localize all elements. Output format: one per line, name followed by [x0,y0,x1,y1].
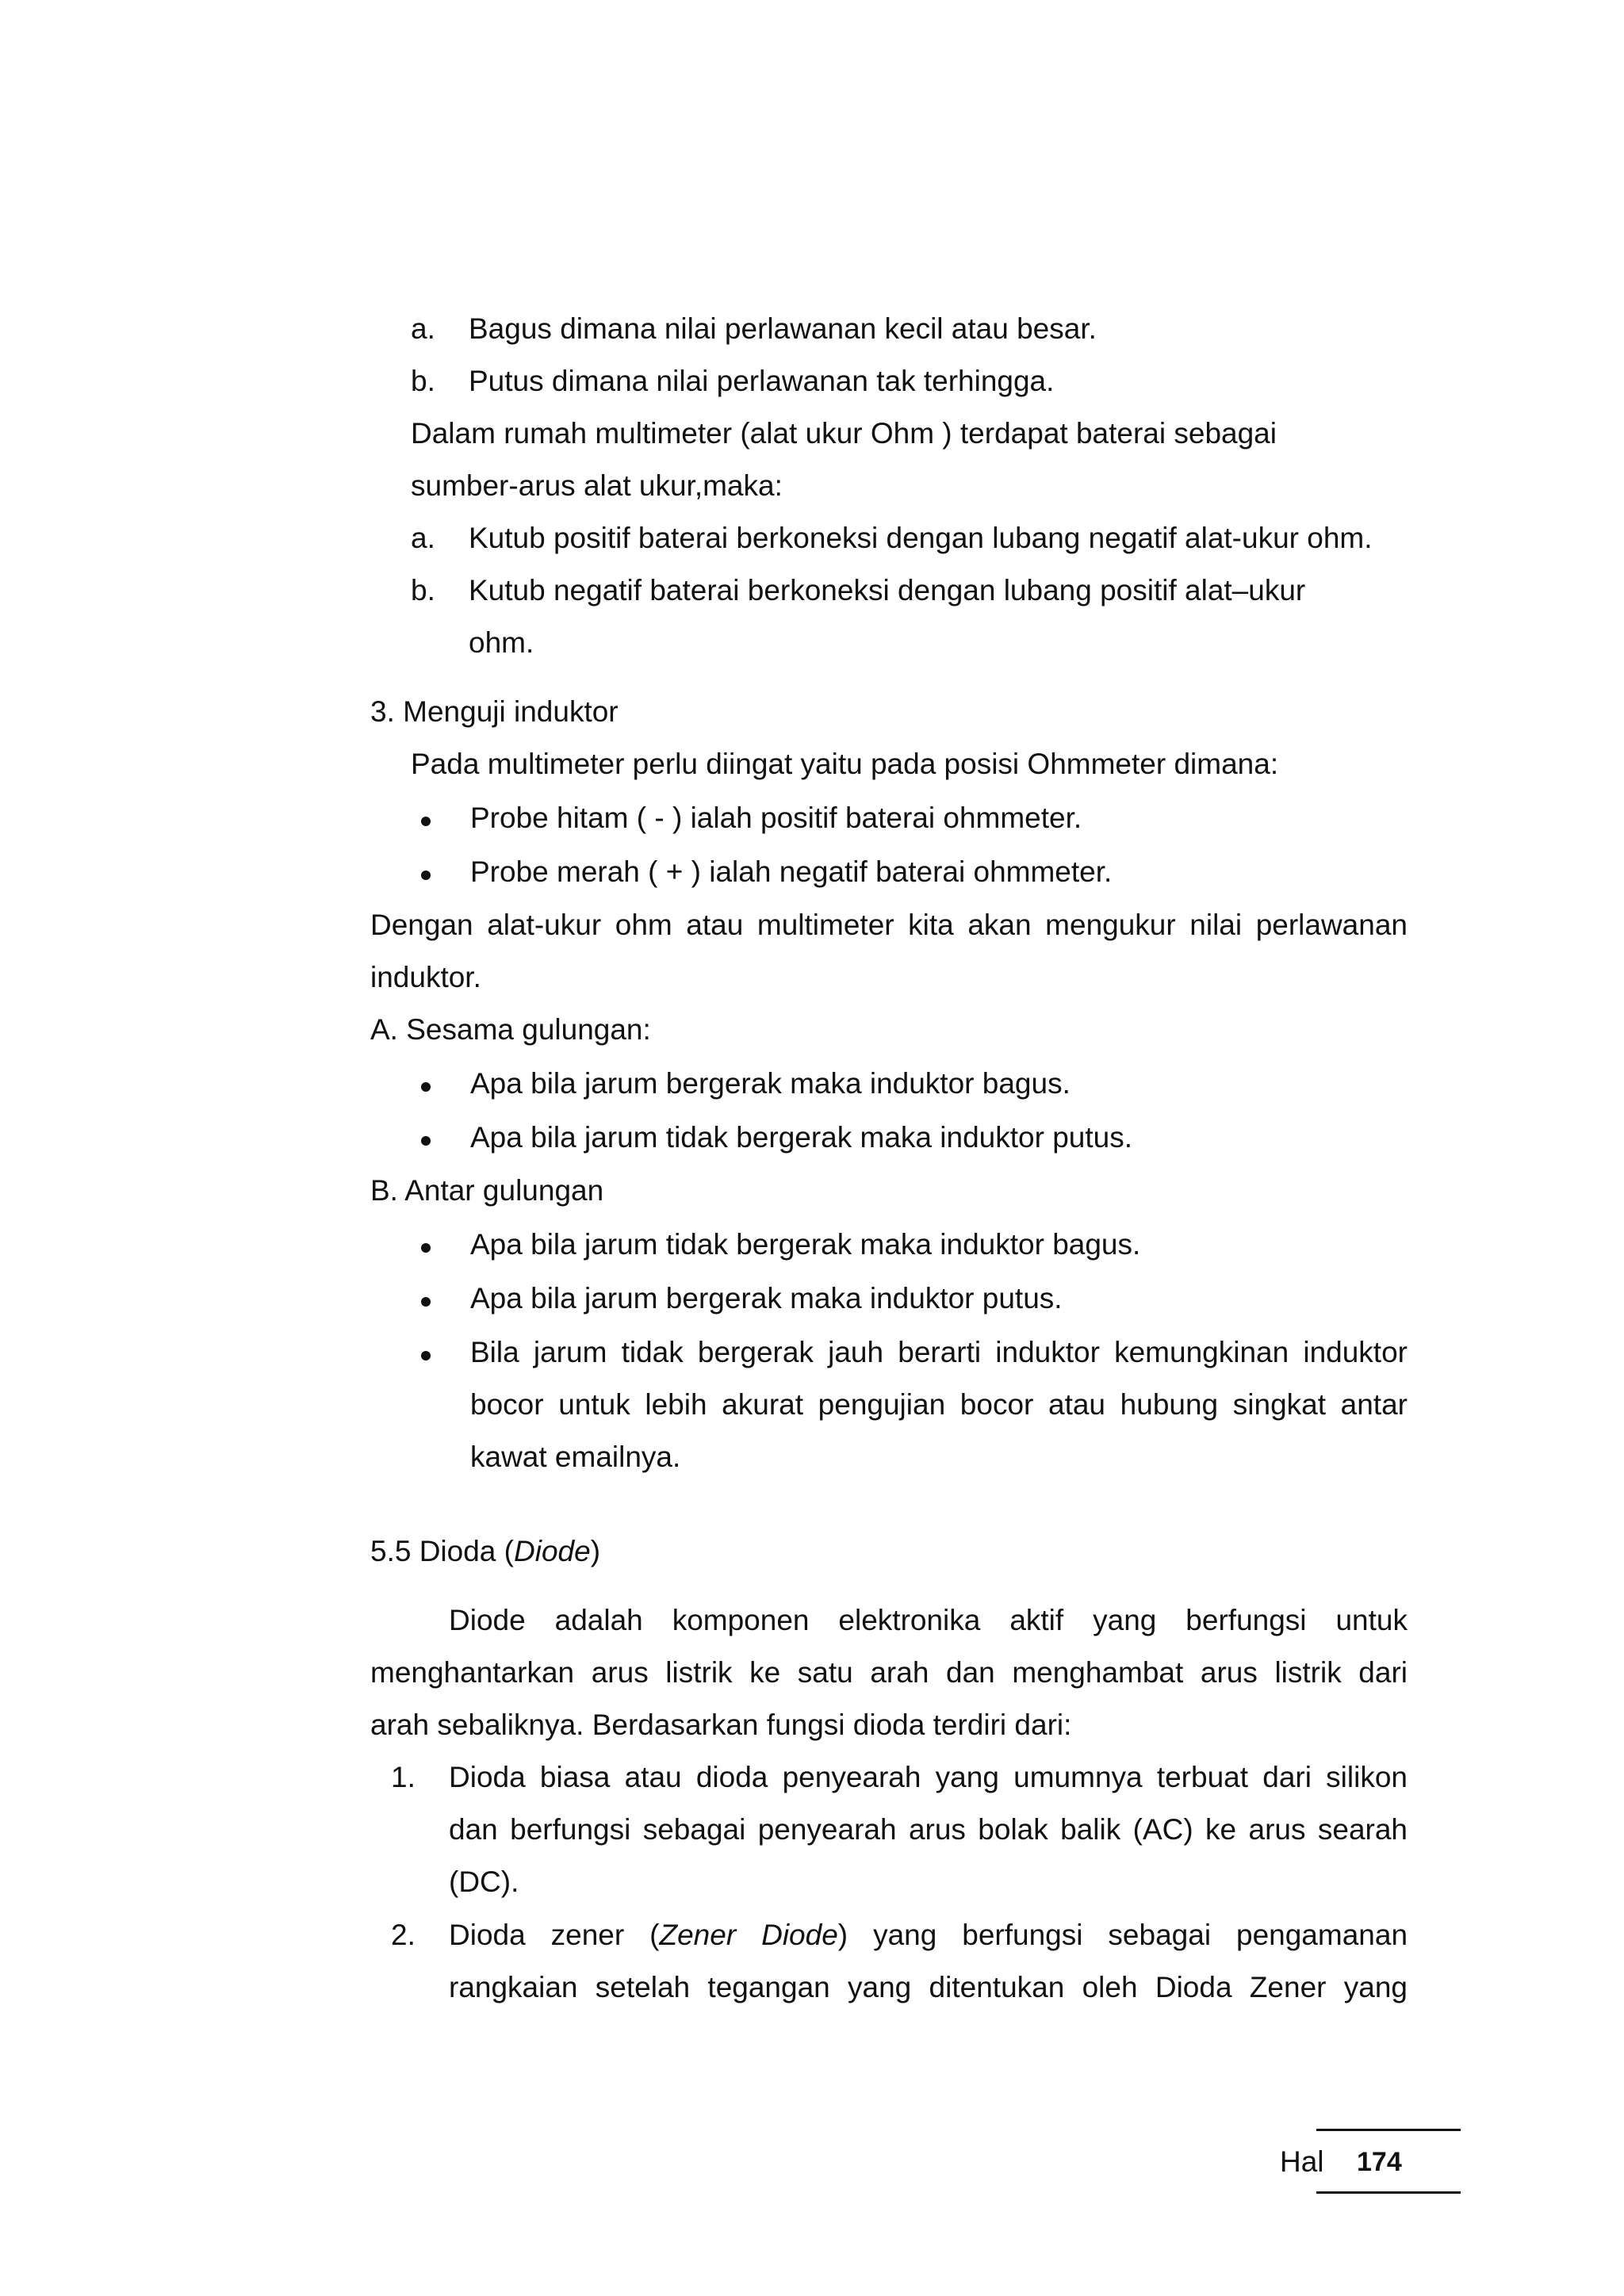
bullet-item: Apa bila jarum tidak bergerak maka induktor bagus. [470,1228,1141,1261]
list-item-text: Kutub negatif baterai berkoneksi dengan lubang positif alat–ukur [469,574,1306,607]
paragraph-line: Dalam rumah multimeter (alat ukur Ohm ) terdapat baterai sebagai [411,417,1277,450]
section-heading: 5.5 Dioda (Diode) [370,1535,601,1567]
list-item-text: rangkaian setelah tegangan yang ditentukan oleh Dioda Zener yang [449,1971,1408,2003]
list-item-text: (DC). [449,1866,519,1898]
bullet-item: kawat emailnya. [470,1441,681,1473]
paragraph-line: arah sebaliknya. Berdasarkan fungsi dioda terdiri dari: [370,1709,1072,1741]
section-heading: 3. Menguji induktor [370,695,619,728]
bullet-icon [421,1297,431,1307]
list-item-text: Bagus dimana nilai perlawanan kecil atau besar. [469,312,1097,345]
bullet-item: Probe hitam ( - ) ialah positif baterai ohmmeter. [470,802,1082,834]
list-item-text: ohm. [469,626,534,659]
paragraph-line: menghantarkan arus listrik ke satu arah dan menghambat arus listrik dari [370,1656,1408,1689]
paragraph-line: Pada multimeter perlu diingat yaitu pada posisi Ohmmeter dimana: [411,748,1279,780]
paragraph-line: induktor. [370,961,481,993]
list-item-text: Putus dimana nilai perlawanan tak terhingga. [469,365,1055,397]
bullet-icon [421,1082,431,1092]
subsection-heading: B. Antar gulungan [370,1174,604,1207]
bullet-icon [421,871,431,880]
list-item-text: Kutub positif baterai berkoneksi dengan lubang negatif alat-ukur ohm. [469,522,1373,554]
bullet-item: Apa bila jarum bergerak maka induktor bagus. [470,1067,1071,1100]
list-item-text: dan berfungsi sebagai penyearah arus bolak balik (AC) ke arus searah [449,1813,1408,1846]
list-marker: a. [411,522,435,554]
paragraph-line: sumber-arus alat ukur,maka: [411,469,783,502]
bullet-item: Apa bila jarum bergerak maka induktor putus. [470,1282,1063,1314]
list-marker: b. [411,365,435,397]
bullet-icon [421,1351,431,1360]
bullet-item: Bila jarum tidak bergerak jauh berarti induktor kemungkinan induktor [470,1336,1408,1368]
footer-rule-top [1316,2129,1461,2131]
bullet-icon [421,817,431,826]
list-marker: a. [411,312,435,345]
bullet-item: bocor untuk lebih akurat pengujian bocor atau hubung singkat antar [470,1388,1408,1421]
bullet-item: Probe merah ( + ) ialah negatif baterai ohmmeter. [470,855,1113,888]
subsection-heading: A. Sesama gulungan: [370,1013,651,1046]
list-marker: 1. [391,1761,416,1793]
bullet-icon [421,1243,431,1253]
page-number: 174 [1357,2147,1402,2177]
list-item-text: Dioda zener (Zener Diode) yang berfungsi sebagai pengamanan [449,1919,1408,1951]
paragraph-line: Dengan alat-ukur ohm atau multimeter kita akan mengukur nilai perlawanan [370,909,1408,941]
paragraph-line: Diode adalah komponen elektronika aktif yang berfungsi untuk [449,1604,1408,1636]
list-item-text: Dioda biasa atau dioda penyearah yang umumnya terbuat dari silikon [449,1761,1408,1793]
list-marker: b. [411,574,435,607]
page-label: Hal [1280,2145,1324,2178]
list-marker: 2. [391,1919,416,1951]
bullet-item: Apa bila jarum tidak bergerak maka induktor putus. [470,1121,1132,1154]
bullet-icon [421,1136,431,1146]
footer-rule-bottom [1316,2191,1461,2194]
